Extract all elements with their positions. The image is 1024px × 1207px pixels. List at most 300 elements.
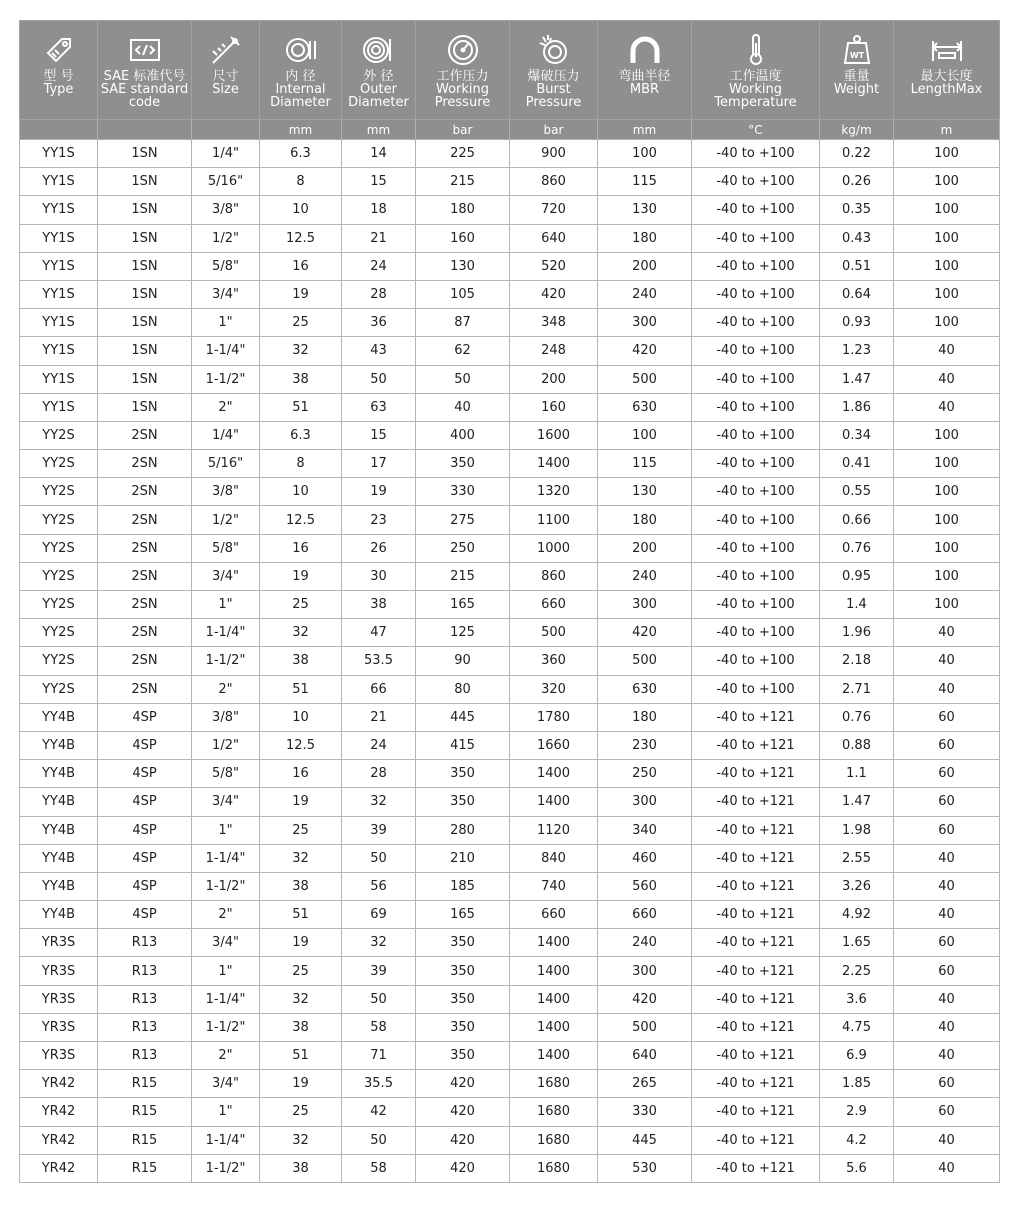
- table-row: [20, 591, 1000, 619]
- cell-type: YY4B: [20, 816, 98, 844]
- cell-internal-diameter: 38: [260, 872, 342, 900]
- cell-working-temperature: -40 to +100: [692, 591, 820, 619]
- cell-sae-code: 4SP: [98, 872, 192, 900]
- cell-type: YY1S: [20, 337, 98, 365]
- cell-weight: 0.51: [820, 252, 894, 280]
- cell-burst-pressure: 1400: [510, 985, 598, 1013]
- cell-sae-code: R13: [98, 1013, 192, 1041]
- cell-size: 3/8": [192, 196, 260, 224]
- cell-length-max: 40: [894, 393, 1000, 421]
- cell-sae-code: 4SP: [98, 901, 192, 929]
- table-row: [20, 1154, 1000, 1182]
- cell-size: 1-1/4": [192, 337, 260, 365]
- cell-outer-diameter: 58: [342, 1154, 416, 1182]
- cell-outer-diameter: 38: [342, 591, 416, 619]
- cell-working-pressure: 420: [416, 1126, 510, 1154]
- cell-sae-code: R15: [98, 1070, 192, 1098]
- cell-type: YY2S: [20, 478, 98, 506]
- cell-sae-code: 4SP: [98, 760, 192, 788]
- cell-size: 1-1/2": [192, 365, 260, 393]
- thermometer-icon: [739, 33, 773, 67]
- cell-mbr: 130: [598, 196, 692, 224]
- cell-weight: 0.93: [820, 309, 894, 337]
- cell-burst-pressure: 248: [510, 337, 598, 365]
- cell-outer-diameter: 50: [342, 1126, 416, 1154]
- cell-working-pressure: 87: [416, 309, 510, 337]
- cell-weight: 4.92: [820, 901, 894, 929]
- cell-burst-pressure: 860: [510, 168, 598, 196]
- cell-sae-code: R13: [98, 1042, 192, 1070]
- cell-working-temperature: -40 to +121: [692, 1070, 820, 1098]
- table-row: [20, 619, 1000, 647]
- cell-burst-pressure: 500: [510, 619, 598, 647]
- cell-length-max: 60: [894, 1098, 1000, 1126]
- cell-mbr: 180: [598, 703, 692, 731]
- cell-working-temperature: -40 to +121: [692, 1042, 820, 1070]
- table-row: [20, 1098, 1000, 1126]
- table-row: [20, 1042, 1000, 1070]
- cell-mbr: 660: [598, 901, 692, 929]
- cell-size: 1": [192, 591, 260, 619]
- cell-working-temperature: -40 to +100: [692, 140, 820, 168]
- unit-cell: mm: [598, 120, 692, 140]
- cell-size: 2": [192, 1042, 260, 1070]
- cell-length-max: 40: [894, 1013, 1000, 1041]
- cell-burst-pressure: 1100: [510, 506, 598, 534]
- cell-weight: 3.26: [820, 872, 894, 900]
- cell-sae-code: R13: [98, 929, 192, 957]
- cell-length-max: 60: [894, 703, 1000, 731]
- cell-size: 5/8": [192, 252, 260, 280]
- cell-mbr: 500: [598, 1013, 692, 1041]
- cell-size: 1/2": [192, 506, 260, 534]
- cell-working-temperature: -40 to +100: [692, 168, 820, 196]
- cell-outer-diameter: 50: [342, 985, 416, 1013]
- cell-outer-diameter: 42: [342, 1098, 416, 1126]
- cell-sae-code: 1SN: [98, 196, 192, 224]
- cell-internal-diameter: 8: [260, 168, 342, 196]
- cell-mbr: 300: [598, 591, 692, 619]
- unit-cell: mm: [260, 120, 342, 140]
- cell-internal-diameter: 51: [260, 901, 342, 929]
- cell-internal-diameter: 6.3: [260, 140, 342, 168]
- cell-type: YY2S: [20, 534, 98, 562]
- cell-working-temperature: -40 to +100: [692, 337, 820, 365]
- header-row: [20, 21, 1000, 120]
- cell-internal-diameter: 16: [260, 760, 342, 788]
- table-row: [20, 1126, 1000, 1154]
- cell-burst-pressure: 1400: [510, 1013, 598, 1041]
- cell-length-max: 100: [894, 450, 1000, 478]
- cell-outer-diameter: 18: [342, 196, 416, 224]
- table-row: [20, 534, 1000, 562]
- unit-cell: [192, 120, 260, 140]
- table-row: [20, 252, 1000, 280]
- cell-outer-diameter: 15: [342, 168, 416, 196]
- cell-length-max: 100: [894, 421, 1000, 449]
- cell-internal-diameter: 16: [260, 534, 342, 562]
- table-row: [20, 929, 1000, 957]
- cell-sae-code: 4SP: [98, 703, 192, 731]
- cell-type: YY2S: [20, 421, 98, 449]
- cell-weight: 1.98: [820, 816, 894, 844]
- cell-outer-diameter: 32: [342, 788, 416, 816]
- cell-working-temperature: -40 to +100: [692, 224, 820, 252]
- cell-internal-diameter: 32: [260, 844, 342, 872]
- cell-weight: 2.71: [820, 675, 894, 703]
- cell-length-max: 100: [894, 562, 1000, 590]
- header-weight: WT 重量 Weight: [820, 21, 894, 120]
- cell-weight: 1.47: [820, 788, 894, 816]
- cell-outer-diameter: 69: [342, 901, 416, 929]
- cell-length-max: 40: [894, 365, 1000, 393]
- cell-sae-code: 1SN: [98, 337, 192, 365]
- header-outer-diameter: 外 径 Outer Diameter: [342, 21, 416, 120]
- cell-weight: 0.26: [820, 168, 894, 196]
- cell-mbr: 560: [598, 872, 692, 900]
- cell-working-pressure: 125: [416, 619, 510, 647]
- cell-working-pressure: 185: [416, 872, 510, 900]
- cell-working-pressure: 130: [416, 252, 510, 280]
- table-row: [20, 478, 1000, 506]
- cell-burst-pressure: 1320: [510, 478, 598, 506]
- cell-burst-pressure: 320: [510, 675, 598, 703]
- cell-length-max: 100: [894, 280, 1000, 308]
- cell-outer-diameter: 47: [342, 619, 416, 647]
- cell-sae-code: 2SN: [98, 421, 192, 449]
- cell-mbr: 100: [598, 140, 692, 168]
- cell-working-pressure: 420: [416, 1098, 510, 1126]
- cell-length-max: 40: [894, 675, 1000, 703]
- cell-type: YY1S: [20, 280, 98, 308]
- cell-size: 1": [192, 1098, 260, 1126]
- cell-size: 1-1/4": [192, 985, 260, 1013]
- cell-working-pressure: 165: [416, 591, 510, 619]
- cell-type: YY4B: [20, 872, 98, 900]
- cell-weight: 1.1: [820, 760, 894, 788]
- bend-radius-icon: [628, 33, 662, 67]
- cell-internal-diameter: 25: [260, 591, 342, 619]
- cell-size: 1-1/2": [192, 1013, 260, 1041]
- cell-working-temperature: -40 to +121: [692, 1098, 820, 1126]
- cell-internal-diameter: 25: [260, 957, 342, 985]
- cell-internal-diameter: 16: [260, 252, 342, 280]
- cell-length-max: 100: [894, 591, 1000, 619]
- cell-length-max: 60: [894, 816, 1000, 844]
- cell-mbr: 180: [598, 224, 692, 252]
- cell-outer-diameter: 28: [342, 760, 416, 788]
- cell-working-pressure: 275: [416, 506, 510, 534]
- unit-cell: kg/m: [820, 120, 894, 140]
- cell-working-temperature: -40 to +121: [692, 816, 820, 844]
- cell-size: 1-1/4": [192, 619, 260, 647]
- cell-working-temperature: -40 to +100: [692, 619, 820, 647]
- table-row: [20, 421, 1000, 449]
- cell-length-max: 40: [894, 337, 1000, 365]
- cell-outer-diameter: 71: [342, 1042, 416, 1070]
- cell-sae-code: 1SN: [98, 365, 192, 393]
- cell-size: 3/4": [192, 929, 260, 957]
- cell-weight: 0.41: [820, 450, 894, 478]
- cell-weight: 0.43: [820, 224, 894, 252]
- cell-mbr: 130: [598, 478, 692, 506]
- cell-burst-pressure: 1680: [510, 1154, 598, 1182]
- cell-working-pressure: 225: [416, 140, 510, 168]
- cell-burst-pressure: 348: [510, 309, 598, 337]
- cell-type: YY4B: [20, 788, 98, 816]
- cell-working-pressure: 62: [416, 337, 510, 365]
- cell-burst-pressure: 1400: [510, 760, 598, 788]
- cell-weight: 2.25: [820, 957, 894, 985]
- cell-weight: 1.4: [820, 591, 894, 619]
- cell-working-pressure: 40: [416, 393, 510, 421]
- inner-diameter-icon: [284, 33, 318, 67]
- weight-icon-text: WT: [849, 51, 864, 60]
- cell-outer-diameter: 24: [342, 252, 416, 280]
- cell-type: YY4B: [20, 703, 98, 731]
- cell-weight: 1.23: [820, 337, 894, 365]
- cell-burst-pressure: 160: [510, 393, 598, 421]
- cell-working-pressure: 350: [416, 1042, 510, 1070]
- cell-size: 1-1/2": [192, 1154, 260, 1182]
- table-row: [20, 337, 1000, 365]
- length-icon: [930, 33, 964, 67]
- cell-working-pressure: 400: [416, 421, 510, 449]
- cell-sae-code: R15: [98, 1126, 192, 1154]
- cell-outer-diameter: 19: [342, 478, 416, 506]
- unit-cell: bar: [510, 120, 598, 140]
- cell-length-max: 40: [894, 619, 1000, 647]
- cell-working-pressure: 330: [416, 478, 510, 506]
- cell-mbr: 240: [598, 929, 692, 957]
- cell-size: 2": [192, 393, 260, 421]
- cell-internal-diameter: 38: [260, 365, 342, 393]
- cell-type: YY2S: [20, 562, 98, 590]
- cell-size: 1": [192, 309, 260, 337]
- cell-burst-pressure: 740: [510, 872, 598, 900]
- cell-type: YR42: [20, 1098, 98, 1126]
- cell-sae-code: 2SN: [98, 619, 192, 647]
- spec-table-container: [19, 20, 999, 1183]
- cell-burst-pressure: 520: [510, 252, 598, 280]
- table-row: [20, 957, 1000, 985]
- cell-weight: 0.64: [820, 280, 894, 308]
- cell-mbr: 300: [598, 957, 692, 985]
- cell-outer-diameter: 50: [342, 365, 416, 393]
- cell-type: YY1S: [20, 393, 98, 421]
- cell-sae-code: R13: [98, 957, 192, 985]
- cell-type: YR3S: [20, 985, 98, 1013]
- cell-weight: 6.9: [820, 1042, 894, 1070]
- pressure-gauge-icon: [446, 33, 480, 67]
- cell-outer-diameter: 14: [342, 140, 416, 168]
- cell-sae-code: R13: [98, 985, 192, 1013]
- cell-internal-diameter: 32: [260, 1126, 342, 1154]
- cell-working-pressure: 445: [416, 703, 510, 731]
- unit-cell: m: [894, 120, 1000, 140]
- cell-sae-code: 1SN: [98, 252, 192, 280]
- cell-length-max: 40: [894, 901, 1000, 929]
- cell-working-pressure: 215: [416, 168, 510, 196]
- cell-internal-diameter: 12.5: [260, 506, 342, 534]
- cell-outer-diameter: 23: [342, 506, 416, 534]
- cell-sae-code: 2SN: [98, 647, 192, 675]
- cell-length-max: 100: [894, 309, 1000, 337]
- cell-outer-diameter: 15: [342, 421, 416, 449]
- cell-weight: 4.75: [820, 1013, 894, 1041]
- cell-weight: 0.95: [820, 562, 894, 590]
- cell-size: 2": [192, 901, 260, 929]
- cell-type: YY1S: [20, 252, 98, 280]
- table-row: [20, 224, 1000, 252]
- cell-type: YY1S: [20, 224, 98, 252]
- cell-sae-code: 2SN: [98, 478, 192, 506]
- table-row: [20, 168, 1000, 196]
- table-row: [20, 309, 1000, 337]
- header-size: 尺寸 Size: [192, 21, 260, 120]
- cell-working-temperature: -40 to +121: [692, 703, 820, 731]
- cell-burst-pressure: 900: [510, 140, 598, 168]
- cell-weight: 2.9: [820, 1098, 894, 1126]
- cell-internal-diameter: 19: [260, 562, 342, 590]
- cell-mbr: 330: [598, 1098, 692, 1126]
- cell-size: 1/4": [192, 421, 260, 449]
- cell-working-pressure: 280: [416, 816, 510, 844]
- cell-mbr: 340: [598, 816, 692, 844]
- weight-icon: [840, 33, 874, 67]
- cell-outer-diameter: 26: [342, 534, 416, 562]
- cell-burst-pressure: 1400: [510, 1042, 598, 1070]
- cell-weight: 0.34: [820, 421, 894, 449]
- cell-working-pressure: 420: [416, 1154, 510, 1182]
- cell-working-temperature: -40 to +121: [692, 1126, 820, 1154]
- cell-working-temperature: -40 to +100: [692, 450, 820, 478]
- cell-weight: 0.88: [820, 731, 894, 759]
- hose-spec-table: [19, 20, 1000, 1183]
- cell-working-pressure: 415: [416, 731, 510, 759]
- cell-burst-pressure: 640: [510, 224, 598, 252]
- cell-burst-pressure: 1400: [510, 957, 598, 985]
- cell-mbr: 200: [598, 252, 692, 280]
- cell-weight: 1.85: [820, 1070, 894, 1098]
- cell-length-max: 40: [894, 647, 1000, 675]
- cell-weight: 0.35: [820, 196, 894, 224]
- cell-working-pressure: 105: [416, 280, 510, 308]
- table-row: [20, 506, 1000, 534]
- cell-length-max: 60: [894, 731, 1000, 759]
- cell-working-pressure: 420: [416, 1070, 510, 1098]
- cell-mbr: 265: [598, 1070, 692, 1098]
- cell-mbr: 240: [598, 562, 692, 590]
- cell-sae-code: 1SN: [98, 168, 192, 196]
- cell-length-max: 40: [894, 872, 1000, 900]
- cell-working-temperature: -40 to +121: [692, 731, 820, 759]
- table-row: [20, 140, 1000, 168]
- cell-type: YY1S: [20, 365, 98, 393]
- cell-length-max: 60: [894, 929, 1000, 957]
- table-row: [20, 280, 1000, 308]
- header-sae-code: SAE 标准代号 SAE standard code: [98, 21, 192, 120]
- table-body: [20, 140, 1000, 1183]
- cell-type: YY2S: [20, 450, 98, 478]
- cell-mbr: 530: [598, 1154, 692, 1182]
- cell-type: YY4B: [20, 844, 98, 872]
- cell-length-max: 60: [894, 1070, 1000, 1098]
- cell-type: YY1S: [20, 309, 98, 337]
- cell-mbr: 420: [598, 337, 692, 365]
- cell-outer-diameter: 24: [342, 731, 416, 759]
- table-row: [20, 196, 1000, 224]
- cell-internal-diameter: 32: [260, 985, 342, 1013]
- unit-cell: [98, 120, 192, 140]
- cell-size: 2": [192, 675, 260, 703]
- cell-outer-diameter: 39: [342, 816, 416, 844]
- cell-type: YR42: [20, 1070, 98, 1098]
- cell-internal-diameter: 25: [260, 816, 342, 844]
- cell-burst-pressure: 660: [510, 901, 598, 929]
- cell-burst-pressure: 360: [510, 647, 598, 675]
- cell-working-pressure: 215: [416, 562, 510, 590]
- cell-internal-diameter: 12.5: [260, 224, 342, 252]
- cell-working-pressure: 350: [416, 1013, 510, 1041]
- cell-burst-pressure: 720: [510, 196, 598, 224]
- cell-type: YY2S: [20, 619, 98, 647]
- cell-internal-diameter: 38: [260, 1154, 342, 1182]
- cell-internal-diameter: 51: [260, 675, 342, 703]
- cell-size: 3/4": [192, 788, 260, 816]
- cell-length-max: 60: [894, 760, 1000, 788]
- table-row: [20, 365, 1000, 393]
- cell-working-temperature: -40 to +100: [692, 280, 820, 308]
- cell-outer-diameter: 35.5: [342, 1070, 416, 1098]
- cell-outer-diameter: 21: [342, 224, 416, 252]
- cell-working-pressure: 165: [416, 901, 510, 929]
- cell-size: 5/8": [192, 534, 260, 562]
- table-row: [20, 985, 1000, 1013]
- cell-mbr: 500: [598, 647, 692, 675]
- cell-mbr: 300: [598, 788, 692, 816]
- cell-working-temperature: -40 to +100: [692, 506, 820, 534]
- cell-sae-code: 4SP: [98, 788, 192, 816]
- cell-burst-pressure: 1400: [510, 929, 598, 957]
- cell-type: YR3S: [20, 1013, 98, 1041]
- cell-length-max: 100: [894, 224, 1000, 252]
- cell-sae-code: 1SN: [98, 140, 192, 168]
- cell-internal-diameter: 51: [260, 1042, 342, 1070]
- cell-internal-diameter: 25: [260, 1098, 342, 1126]
- cell-working-temperature: -40 to +100: [692, 534, 820, 562]
- cell-working-pressure: 180: [416, 196, 510, 224]
- cell-internal-diameter: 32: [260, 619, 342, 647]
- cell-size: 1/2": [192, 731, 260, 759]
- cell-size: 1": [192, 957, 260, 985]
- cell-working-temperature: -40 to +121: [692, 1154, 820, 1182]
- cell-working-temperature: -40 to +100: [692, 252, 820, 280]
- cell-outer-diameter: 66: [342, 675, 416, 703]
- cell-working-temperature: -40 to +121: [692, 872, 820, 900]
- cell-burst-pressure: 840: [510, 844, 598, 872]
- table-row: [20, 731, 1000, 759]
- cell-size: 5/16": [192, 168, 260, 196]
- cell-working-temperature: -40 to +121: [692, 957, 820, 985]
- cell-working-pressure: 350: [416, 985, 510, 1013]
- cell-outer-diameter: 32: [342, 929, 416, 957]
- cell-working-temperature: -40 to +100: [692, 365, 820, 393]
- cell-sae-code: 1SN: [98, 224, 192, 252]
- cell-size: 3/8": [192, 478, 260, 506]
- cell-mbr: 445: [598, 1126, 692, 1154]
- cell-working-pressure: 350: [416, 929, 510, 957]
